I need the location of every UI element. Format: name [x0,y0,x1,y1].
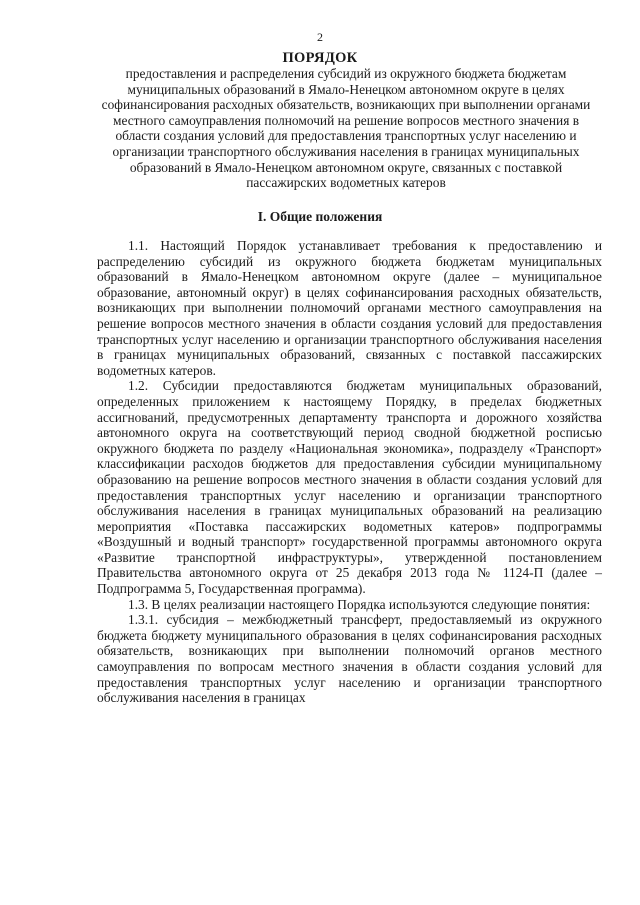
section-heading: I. Общие положения [257,209,383,224]
paragraph-1-1: 1.1. Настоящий Порядок устанавливает требования к предоставлению и распределению субсидий из окружного бюджета бюджетам муниципальных образований в Ямало-Ненецком автономном округе (далее – муниципальное образование, автономный округ) в целях софинансирования расходных обязательств, возникающих при выполнении полномочий органами местного самоуправления на решение вопросов местного значения в области создания условий для предоставления транспортных услуг населению и организации транспортного обслуживания населения в границах муниципальных образований, связанных с поставкой пассажирских водометных катеров. [97,238,602,378]
paragraph-1-3-1: 1.3.1. субсидия – межбюджетный трансферт, предоставляемый из окружного бюджета бюджету муниципального образования в целях софинансирования расходных обязательств, возникающих при выполнении полномочий органов местного самоуправления по вопросам местного значения в области создания условий для предоставления транспортных услуг населению и организации транспортного обслуживания населения в границах [97,612,602,706]
document-body [97,238,602,706]
document-title: ПОРЯДОК [282,50,358,66]
page-number: 2 [317,30,323,44]
paragraph-1-3: 1.3. В целях реализации настоящего Порядка используются следующие понятия: [128,596,591,612]
paragraph-1-2: 1.2. Субсидии предоставляются бюджетам муниципальных образований, определенных приложением к настоящему Порядку, в пределах бюджетных ассигнований, предусмотренных департаменту транспорта и дорожного хозяйства автономного округа на соответствующий период сводной бюджетной росписью окружного бюджета по разделу «Национальная экономика», подразделу «Транспорт» классификации расходов бюджетов для предоставления субсидии муниципальному образованию на решение вопросов местного значения в области создания условий для предоставления транспортных услуг населению и организации транспортного обслуживания населения в границах муниципальных образований на реализацию мероприятия «Поставка пассажирских водометных катеров» подпрограммы «Воздушный и водный транспорт» государственной программы автономного округа «Развитие транспортной инфраструктуры», утвержденной постановлением Правительства автономного округа от 25 декабря 2013 года № 1124-П (далее – Подпрограмма 5, Государственная программа). [97,378,602,597]
document-subtitle: предоставления и распределения субсидий из окружного бюджета бюджетам муниципальных образований в Ямало-Ненецком автономном округе в целях софинансирования расходных обязательств, возникающих при выполнении органами местного самоуправления полномочий на решение вопросов местного значения в области создания условий для предоставления транспортных услуг населению и организации транспортного обслуживания населения в границах муниципальных образований в Ямало-Ненецком автономном округе, связанных с поставкой пассажирских водометных катеров [101,66,591,191]
